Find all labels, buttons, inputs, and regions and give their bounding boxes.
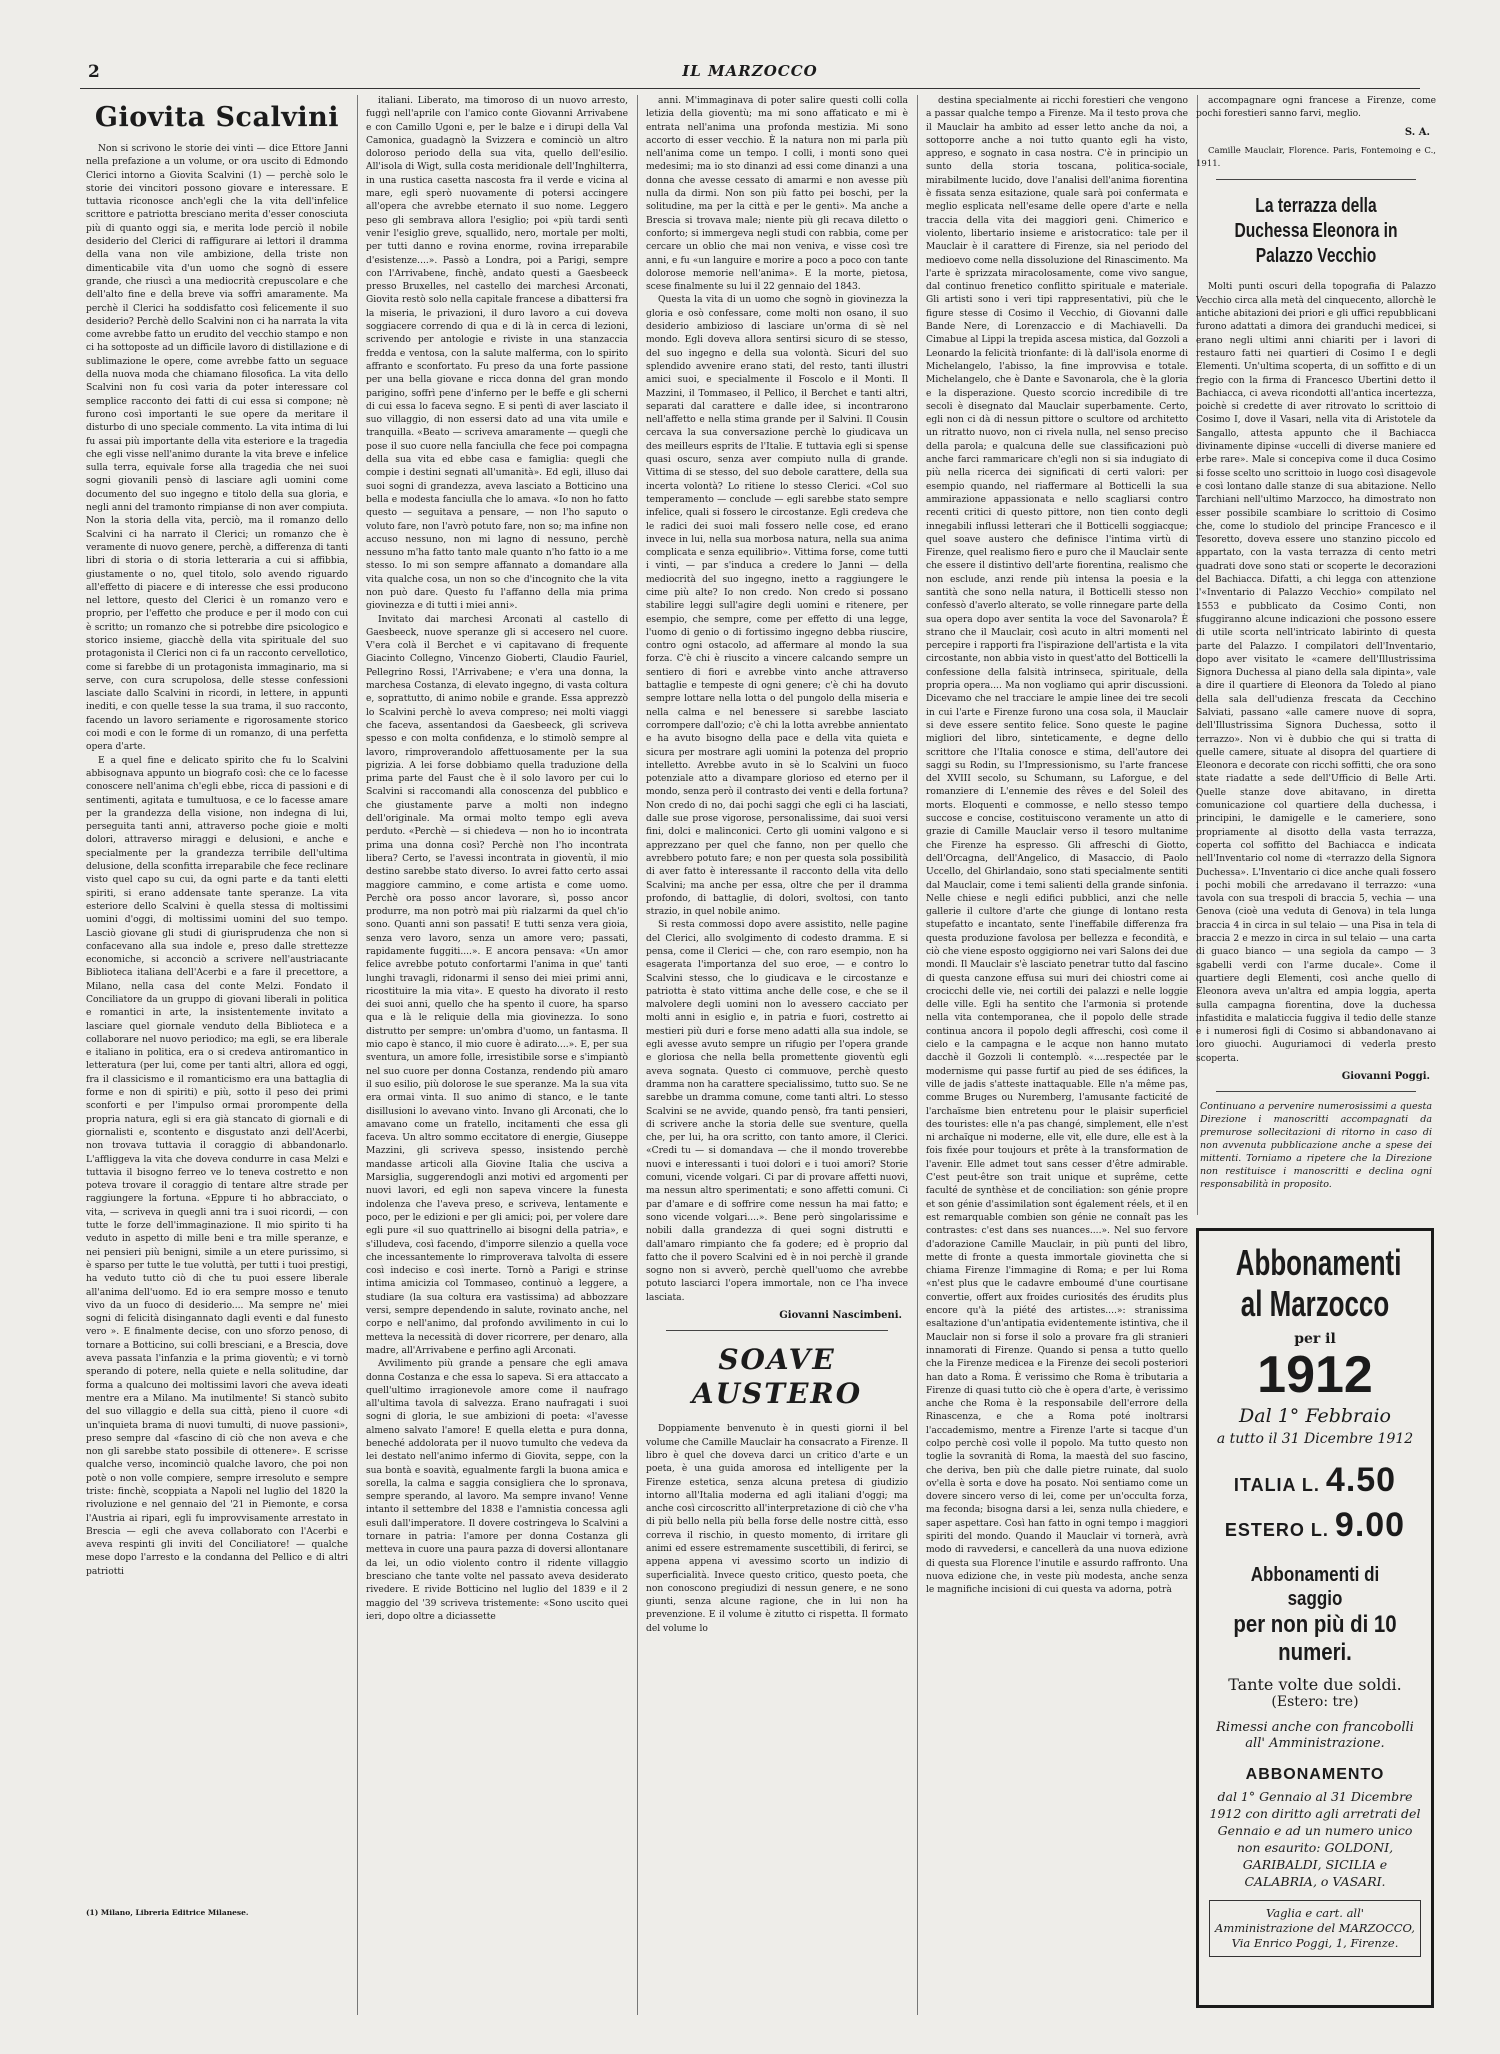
signature-nascimbeni: Giovanni Nascimbeni. bbox=[779, 1310, 902, 1322]
ad-end-date: a tutto il 31 Dicembre 1912 bbox=[1216, 1431, 1414, 1447]
section-rule bbox=[666, 1330, 888, 1331]
article-title-terrazza: La terrazza della Duchessa Eleonora in Palazzo Vecchio bbox=[1234, 195, 1398, 268]
column-5 bbox=[1196, 95, 1436, 1220]
section-rule bbox=[1216, 1091, 1416, 1092]
ad-abbonamento: ABBONAMENTO bbox=[1245, 1766, 1385, 1783]
subscription-advertisement bbox=[1196, 1228, 1434, 2008]
ad-trial-line-1: Abbonamenti di saggio bbox=[1250, 1564, 1380, 1610]
article-paragraph: accompagnare ogni francese a Firenze, come pochi forestieri sanno farvi, meglio. bbox=[1196, 96, 1436, 120]
ad-rimessi: Rimessi anche con francobolli all' Amministrazione. bbox=[1216, 1720, 1414, 1751]
article-title-soave-austero: SOAVE AUSTERO bbox=[691, 1343, 863, 1411]
article-paragraph: Si resta commossi dopo avere assistito, nelle pagine del Clerici, allo svolgimento di codesto dramma. E si pensa, come il Clerici — che, con raro esempio, non ha esagerata l'importanza del suo eroe, — e contro lo Scalvini stesso, che lo giudicava e le circostanze e patriotta è stato vittima anche delle cose, e che se il malvolere degli uomini non lo avessero cacciato per molti anni in esiglio e, in patria e fuori, costretto ai mestieri più duri e forse meno adatti alla sua indole, se egli avesse avuto sempre un rifugio per l'opera grande e gloriosa che nella bella promettente gioventù egli aveva sognata. Questo ci commuove, perchè questo dramma non ha carattere specialissimo, tutto suo. Se ne sarebbe un dramma comune, come tanti altri. Lo stesso Scalvini se ne avvide, quando pensò, fra tanti pensieri, di scrivere anche la storia delle sue sventure, quella che, per lui, ha ora scritto, con tanto amore, il Clerici. «Credi tu — si domandava — che il mondo troverebbe nuovi e interessanti i tuoi dolori e i tuoi amori? Storie comuni, vicende volgari. Ci par di provare affetti nuovi, ma nessun altro sperimentati; e sono affetti comuni. Ci par d'amare e di soffrire come nessun ha mai fatto; e sono vicende volgari....». Bene però singolarissime e nobili dalla grandezza di quei sogni distrutti e dall'amaro rimpianto che fa godere; ed è proprio dal fatto che il povero Scalvini ed è in noi perchè il grande sogno non si avverò, perchè quell'uomo che avrebbe potuto lasciarci l'opera immortale, non ce l'ha invece lasciata. bbox=[646, 920, 908, 1303]
article-paragraph: italiani. Liberato, ma timoroso di un nuovo arresto, fuggì nell'aprile con l'amico conte Giovanni Arrivabene e con Camillo Ugoni e, per le balze e i dirupi della Val Camonica, guadagnò la Svizzera e cominciò un altro doloroso periodo della sua vita, quello dell'esilio. All'isola di Wigt, sulla costa meridionale dell'Inghilterra, in una rustica casetta nascosta fra il verde e vicina al mare, egli sperò nuovamente di potersi accingere all'opera che avrebbe eternato il suo nome. Leggero peso gli sembrava allora l'esiglio; poi «più tardi sentì venir l'esiglio greve, squallido, nero, mortale per molti, per tutti danno e rovina enorme, rovina irreparabile d'esistenze....». Passò a Londra, poi a Parigi, sempre con l'Arrivabene, finchè, andato questi a Gaesbeeck presso Bruxelles, nel castello dei marchesi Arconati, Giovita restò solo nella capitale francese a dibattersi fra la miseria, le privazioni, il duro lavoro a cui doveva soggiacere correndo di qua e di là in cerca di lezioni, scrivendo per antologie e riviste in una stanzaccia fredda e ventosa, con la salute malferma, con lo spirito affranto e sconfortato. Fu preso da una forte passione per una bella giovane e ricca donna del gran mondo parigino, soffrì pene d'inferno per le beffe e gli scherni di cui essa lo faceva segno. E si pentì di aver lasciato il suo villaggio, di non essersi dato ad una vita umile e tranquilla. «Beato — scriveva amaramente — quegli che pose il suo cuore nella fanciulla che fece poi compagna della sua vita ed ebbe casa e famiglia: quegli che compie i destini segnati all'umanità». Ed egli, illuso dai suoi sogni di grandezza, aveva lasciato a Botticino una bella e modesta fanciulla che lo amava. «Io non ho fatto questo — seguitava a pensare, — non l'ho saputo o voluto fare, non l'avrò potuto fare, non so; ma infine non accuso nessuno, non mi lagno di nessuno, perchè nessuno m'ha fatto tanto male quanto n'ho fatto io a me stesso. Io mi son sempre affannato a domandare alla vita qualche cosa, un non so che d'incognito che la vita non può dare. Questo fu l'affanno della mia prima giovinezza e di tutti i miei anni». bbox=[366, 96, 628, 612]
article-paragraph: destina specialmente ai ricchi forestieri che vengono a passar qualche tempo a Firenze. Ma il testo prova che il Mauclair ha ambito ad esser letto anche da noi, a sottoporre anche a noi tutto quanto egli ha visto, appreso, e sognato in casa nostra. C'è in principio un sunto della storia toscana, politica-sociale, mirabilmente lucido, dove l'analisi dell'anima fiorentina è fissata senza esitazione, quale sarà poi confermata e meglio esplicata nell'esame delle opere d'arte e nella traccia della vita dei maggiori geni. Chimerico e violento, libertario insieme e aristocratico: tale per il Mauclair è il carattere di Firenze, sia nel periodo del medioevo come nella dissoluzione del Rinascimento. Ma l'arte è sprizzata miracolosamente, come vivo sangue, dal continuo frenetico conflitto spirituale e materiale. Gli artisti sono i veri tipi rappresentativi, più che le figure stesse di Cosimo il Vecchio, di Giovanni dalle Bande Nere, di Lorenzaccio e di Machiavelli. Da Cimabue al Lippi la trepida ascesa mistica, dal Gozzoli a Leonardo la felicità trionfante: di là dall'isola enorme di Michelangelo, l'abisso, la fine improvvisa e totale. Michelangelo, che è Dante e Savonarola, che è la gloria e la disperazione. Questo scorcio incredibile di tre secoli è disegnato dal Mauclair superbamente. Certo, egli non ci dà di nessun pittore o scultore od architetto un ritratto nuovo, non ci rivela nulla, nel senso preciso della parola; e qualcuna delle sue classificazioni può anche farci rammaricare ch'egli non si sia indugiato di più nella ricerca dei significati di certi valori: per esempio quando, nel riaffermare al Botticelli la sua ammirazione appassionata e nello scagliarsi contro recenti critici di questo pittore, non tien conto degli innegabili influssi letterari che il Botticelli soggiacque; quel soave austero che definisce l'intima virtù di Firenze, quel realismo fiero e puro che il Mauclair sente che essere il distintivo dell'arte fiorentina, realismo che non esclude, anzi rende più intensa la poesia e la santità che sono nella natura, il Botticelli stesso non confessò d'averlo alterato, se volle rinnegare parte della sua opera dopo aver sentita la voce del Savonarola? È strano che il Mauclair, così acuto in altri momenti nel percepire i rapporti fra l'ispirazione dell'artista e la vita circostante, non abbia visto in quest'atto del Botticelli la confessione della falsità intrinseca, spirituale, della propria opera.... Ma non vogliamo qui aprir discussioni. Dicevamo che nel tracciare le ampie linee dei tre secoli in cui l'arte e Firenze furono una cosa sola, il Mauclair si deve essere sentito felice. Sono queste le pagine migliori del libro, sinteticamente, e degne dello scrittore che l'Italia conosce e stima, dell'autore dei saggi su Rodin, su l'Impressionismo, su l'arte francese del XVIII secolo, su Schumann, su Laforgue, e del romanziere di L'ennemie des rêves e del Soleil des morts. Eloquenti e commosse, e nello stesso tempo succose e concise, costituiscono veramente un atto di grazie di Camille Mauclair verso il tesoro multanime che Firenze ha espresso. Gli affreschi di Giotto, dell'Orcagna, dell'Angelico, di Masaccio, di Paolo Uccello, del Ghirlandaio, sono stati specialmente sentiti dal Mauclair, come i temi salienti della grande sinfonia. Nelle chiese e negli edifici pubblici, anzi che nelle gallerie il cultore d'arte che giunge di lontano resta stupefatto e incantato, sente l'ineffabile differenza fra questa produzione favolosa per bellezza e fecondità, e ciò che viene esposto oggigiorno nei vari Salons dei due mondi. Il Mauclair s'è lasciato penetrar tutto dal fascino di questa canzone effusa sui muri dei chiostri come ai crocicchi delle vie, nei cortili dei palazzi e nelle loggie delle ville. Egli ha sentito che l'armonia si protende nella vita contemporanea, che il popolo delle strade continua ancora il popolo degli affreschi, così come il cielo e la campagna e le acque non hanno mutato dacchè il Gozzoli li contemplò. «....respectée par le modernisme qui passe furtif au pied de ses édifices, la ville de jadis s'atteste inattaquable. Elle n'a même pas, comme Bruges ou Nuremberg, l'amusante facticité de l'archaïsme bien entretenu pour le plaisir superficiel des touristes: elle n'a pas changé, simplement, elle n'est ni archaïque ni moderne, elle vit, elle dure, elle est à la fois fixée pour toujours et prête à la transformation de l'avenir. Elle admet tout sans cesser d'être admirable. C'est peut-être son trait unique et suprême, cette faculté de synthèse et de conciliation: son génie propre et son génie d'assimilation sont également réels, et il en est remarquable combien son génie ne connaît pas les contrastes: c'est dans ses nuances....». Nel suo fervore d'adorazione Camille Mauclair, in più punti del libro, mette di fronte a questa immortale giovinetta che si chiama Firenze l'immagine di Roma; e per lui Roma «n'est plus que le cadavre emboumé d'une courtisane convertie, offert aux froides curiosités des érudits plus encore qu'à la piété des artistes....»: stranissima esaltazione d'un'antipatia evidentemente istintiva, che il Mauclair non si forse il solo a provare fra gli stranieri innamorati di Firenze. Quando si pensa a tutto quello che la Firenze medicea e la Firenze dei secoli posteriori han dato a Roma. È verissimo che Roma è tributaria a Firenze di quasi tutto ciò che è opera d'arte, è verissimo anche che Roma è la responsabile dell'errore della Rinascenza, e che a Roma poté inoltrarsi l'accademismo, mentre a Firenze l'arte si tacque d'un colpo perchè così volle il popolo. Ma tutto questo non toglie la sovranità di Roma, la maestà del suo fascino, che deriva, ben più che dalle pietre ruinate, dal suolo ov'ella è sorta e dove ha posato. Noi sentiamo come un dovere sincero verso di lei, come per un'occulta forza, ma feconda; bisogna darsi a lei, senza nulla chiedere, e saper aspettare. Così han fatto in ogni tempo i maggiori spiriti del mondo. Quando il Mauclair vi tornerà, avrà modo di ravvedersi, e cancellerà da una nuova edizione di questa sua Florence l'inutile e assurdo raffronto. Una nuova edizione che, in veste più modesta, anche senza le magnifiche incisioni di cui questa va adorna, potrà bbox=[926, 96, 1188, 1596]
ad-price-estero-value: 9.00 bbox=[1334, 1506, 1406, 1544]
ad-headline-2: al Marzocco bbox=[1240, 1283, 1390, 1324]
header-rule bbox=[80, 88, 1420, 89]
ad-abbonamento-details: dal 1° Gennaio al 31 Dicembre 1912 con diritto agli arretrati del Gennaio e ad un numero unico non esaurito: GOLDONI, GARIBALDI, SICILIA e CALABRIA, o VASARI. bbox=[1209, 1789, 1421, 1889]
article-paragraph: Questa la vita di un uomo che sognò in giovinezza la gloria e osò confessare, come molti non osano, il suo desiderio ambizioso di lasciare un'orma di sè nel mondo. Egli doveva allora sentirsi sicuro di se stesso, del suo ingegno e della sua volontà. Sicuri del suo splendido avvenire erano stati, del resto, tanti illustri amici suoi, e specialmente il Foscolo e il Monti. Il Mazzini, il Tommaseo, il Pellico, il Berchet e tanti altri, separati dal carattere e dalle idee, si incontrarono nell'affetto e nella stima grande per il Salvini. Il Cousin cercava la sua conversazione perchè lo giudicava un des meilleurs esprits de l'Italie. E tuttavia egli si spense quasi oscuro, senza aver compiuto nulla di grande. Vittima di se stesso, del suo debole carattere, della sua incerta volontà? Lo ritiene lo stesso Clerici. «Col suo temperamento — conclude — egli sarebbe stato sempre infelice, quali si fossero le circostanze. Egli credeva che le radici dei suoi mali fossero nelle cose, ed erano invece in lui, nella sua morbosa natura, nella sua anima complicata e senza equilibrio». Vittima forse, come tutti i vinti, — par s'induca a credere lo Janni — della mediocrità del suo ingegno, inetto a raggiungere le cime più alte? Io non credo. Non credo si possano stabilire leggi sull'agire degli uomini e ritenere, per esempio, che sempre, come per effetto di una legge, l'uomo di genio o di fortissimo ingegno debba riuscire, contro ogni ostacolo, ad affermare al mondo la sua forza. C'è chi è riuscito a vincere calcando sempre un sentiero di fiori e avrebbe vinto anche attraverso battaglie e tempeste di ogni genere; c'è chi ha dovuto sempre lottare nella lotta o del pungolo della miseria e nella calma e nel benessere si sarebbe lasciato corrompere dall'ozio; c'è chi la lotta avrebbe annientato e ha avuto bisogno della pace e della vita quieta e sicura per mostrare agli uomini la potenza del proprio intelletto. Avrebbe avuto in sè lo Scalvini un fuoco potenziale atto a divampare glorioso ed eterno per il mondo, senza però il contrasto dei venti e della fortuna? Non credo di no, dai pochi saggi che egli ci ha lasciati, dalle sue prose vigorose, personalissime, dai suoi versi fini, dolci e malinconici. Certo gli uomini valgono e si apprezzano per quel che fanno, non per quello che avrebbero potuto fare; e non per questa sola possibilità di aver fatto è interessante il racconto della vita dello Scalvini; ma anche per essa, oltre che per il dramma profondo, di battaglie, di dolori, svoltosi, con tanto strazio, in quel nobile animo. bbox=[646, 295, 908, 918]
signature-poggi: Giovanni Poggi. bbox=[1341, 1071, 1430, 1082]
ad-headline-1: Abbonamenti bbox=[1235, 1242, 1402, 1283]
column-divider bbox=[917, 95, 918, 2015]
ad-per: per il bbox=[1294, 1331, 1336, 1347]
section-rule bbox=[1216, 179, 1416, 180]
column-4 bbox=[926, 95, 1188, 2010]
article-paragraph: E a quel fine e delicato spirito che fu lo Scalvini abbisognava appunto un biografo così: che ce lo facesse conoscere nell'anima ch'egli ebbe, ricca di passioni e di sentimenti, agitata e tumultuosa, e ce lo facesse amare per la grandezza della visione, non indegna di lui, perseguita tanti anni, attraverso poche gioie e molti dolori, attraverso miraggi e delusioni, e anche e specialmente per la grandezza terribile dell'ultima delusione, della sconfitta irreparabile che fece reclinare visto quel capo su cui, da ogni parte e da tanti eletti spiriti, si erano addensate tante speranze. La vita esteriore dello Scalvini è quella stessa di moltissimi uomini d'oggi, di moltissimi uomini del suo tempo. Lasciò giovane gli studi di giurisprudenza che non si confacevano alla sua indole e, preso dalle strettezze economiche, si acconciò a scrivere nell'austriacante Biblioteca italiana dell'Acerbi e a fare il precettore, a Milano, nella casa del conte Melzi. Fondato il Conciliatore da un gruppo di giovani liberali in politica e romantici in arte, la insistentemente invitato a lasciare quel giornale venduto della Biblioteca e a collaborare nel nuovo periodico; ma egli, se era liberale e italiano in politica, era o si credeva antiromantico in letteratura (per lui, come per tanti altri, allora ed oggi, fra il classicismo e il romanticismo era una battaglia di forme e non di spiriti) e più, sotto il peso dei primi sconforti e per l'impulso ormai prorompente della propria natura, egli si era già stancato di giornali e di giornalisti e, scontento e disgustato anzi dell'Acerbi, non trovava tuttavia il coraggio di abbandonarlo. L'affliggeva la vita che doveva condurre in casa Melzi e tuttavia il bisogno ferreo ve lo teneva costretto e non poteva trovare il coraggio di tentare altre strade per raggiungere la fortuna. «Eppure ti ho abbracciato, o vita, — scriveva in quegli anni tra i suoi ricordi, — con tutte le forze dell'immaginazione. Il mio spirito ti ha veduto in aspetto di mille beni e tra mille speranze, e nei pensieri più benigni, simile a un etere purissimo, si è sparso per tutte le tue voluttà, per tutti i tuoi prestigi, ha veduto tutto ciò di che tu puoi essere liberale all'anima dell'uomo. Ed io era sempre mosso e tenuto vivo da un fuoco di desiderio.... Ma sempre ne' miei sogni di felicità disingannato dagli eventi e dal funesto vero ». E finalmente decise, con uno sforzo penoso, di tornare a Botticino, sui colli bresciani, e a Brescia, dove aveva passata l'infanzia e la prima gioventù; e vi tornò sperando di potere, nella quiete e nella solitudine, dar forma a qualcuno dei moltissimi lavori che aveva ideati mentre era a Milano. Ma inutilmente! Si stancò subito del suo villaggio e della sua città, pieno il cuore «di un'inquieta brama di nuovi tumulti, di nuove passioni», preso sempre dal «fascino di ciò che non aveva e che non gli sarebbe stato possibile di ottenere». E scrisse qualche verso, incominciò qualche lavoro, che poi non potè o non volle compiere, sempre irresoluto e sempre triste: finchè, scoppiata a Napoli nel luglio del 1820 la rivoluzione e nel gennaio del '21 in Piemonte, e corsa l'Austria ai ripari, egli fu improvvisamente arrestato in Brescia — egli che aveva collaborato con l'Acerbi e aveva respinti gli inviti del Conciliatore! — qualche mese dopo l'arresto e la condanna del Pellico e di altri patriotti bbox=[86, 755, 348, 1577]
article-title-scalvini: Giovita Scalvini bbox=[94, 102, 340, 133]
column-divider bbox=[357, 95, 358, 2015]
ad-price-estero bbox=[1205, 1506, 1425, 1545]
page-number: 2 bbox=[88, 62, 100, 82]
ad-tante: Tante volte due soldi. bbox=[1228, 1675, 1402, 1694]
column-2 bbox=[366, 95, 628, 2010]
ad-address-box: Vaglia e cart. all' Amministrazione del MARZOCCO, Via Enrico Poggi, 1, Firenze. bbox=[1209, 1900, 1421, 1957]
ad-price-italia-value: 4.50 bbox=[1325, 1461, 1397, 1499]
newspaper-title: IL MARZOCCO bbox=[682, 62, 818, 80]
column-divider bbox=[637, 95, 638, 2015]
ad-start-date: Dal 1° Febbraio bbox=[1239, 1405, 1391, 1427]
article-paragraph: Avvilimento più grande a pensare che egli amava donna Costanza e che essa lo sapeva. Si era attaccato a quell'ultimo irragionevole amore come il naufrago all'ultima tavola di salvezza. Erano naufragati i suoi sogni di gloria, le sue ambizioni di poeta: «l'avesse almeno salvato l'amore! E quella eletta e pura donna, beneché addolorata per il nuovo tumulto che vedeva da lei destato nell'animo infermo di Giovita, seppe, con la sua bontà e soavità, egualmente fargli la buona amica e sorella, la calma e saggia consigliera che lo spronava, sempre sperando, al lavoro. Ma sempre invano! Venne intanto il settembre del 1838 e l'amnistia concessa agli esuli dall'imperatore. Il dovere costringeva lo Scalvini a tornare in patria: l'amore per donna Costanza gli metteva in cuore una paura pazza di doversi allontanare da lei, un odio violento contro il ridente villaggio bresciano che tante volte nel passato aveva desiderato rivedere. E rivide Botticino nel luglio del 1839 e il 2 maggio del '39 scriveva tristemente: «Sono uscito quei ieri, dopo oltre a diciassette bbox=[366, 1359, 628, 1622]
article-paragraph: Molti punti oscuri della topografia di Palazzo Vecchio circa alla metà del cinquecento, allorchè le antiche abitazioni dei priori e gli uffici repubblicani furono adattati a dimora dei granduchi medicei, si erano negli ultimi anni chiariti per i lavori di restauro fatti nei quartieri di Cosimo I e degli Elementi. Un'ultima scoperta, di un soffitto e di un fregio con la firma di Francesco Ubertini detto il Bachiacca, ci aveva ricondotti all'antica incertezza, poichè si credette di aver ritrovato lo scrittoio di Cosimo I, dove il Vasari, nella vita di Aristotele da Sangallo, attesta appunto che il Bachiacca divinamente dipinse «uccelli di diverse maniere ed erbe rare». Male si concepiva come il duca Cosimo si fosse scelto uno scrittoio in luogo così disagevole e così lontano dalle stanze di sua abitazione. Nello Tarchiani nell'ultimo Marzocco, ha dimostrato non esser possibile scambiare lo scrittoio di Cosimo che, come lo studiolo del principe Francesco e il Tesoretto, doveva essere uno stanzino piccolo ed appartato, con la vasta terrazza di cento metri quadrati dove sono stati or scoperte le decorazioni del Bachiacca. Difatti, a chi legga con attenzione l'«Inventario di Palazzo Vecchio» compilato nel 1553 e pubblicato da Cosimo Conti, non sfuggiranno alcune indicazioni che possono essere di utile scorta nell'intricato labirinto di questa parte del Palazzo. I compilatori dell'Inventario, dopo aver visitato le «camere dell'Illustrissima Signora Duchessa al piano della sala dipinta», vale a dire il quartiere di Eleonora da Toledo al piano della sala dell'udienza frescata da Cecchino Salviati, passano «alle camere nuove di sopra, dell'Illustrissima Signora Duchessa, sotto il terrazzo». Non vi è dubbio che qui si tratta di quelle camere, situate al disopra del quartiere di Eleonora e decorate con ricchi soffitti, che ora sono state riadatte a sede dell'Ufficio di Belle Arti. Quelle stanze dove abitavano, in diretta comunicazione col quartiere della duchessa, i principini, le damigelle e le cameriere, sono propriamente al disotto della vasta terrazza, coperta col soffitto del Bachiacca e indicata nell'Inventario col nome di «terrazzo della Signora Duchessa». L'Inventario ci dice anche quali fossero i pochi mobili che arredavano il terrazzo: «una tavola con sua trespoli di braccia 5, vechia — una Genova (cioè una veduta di Genova) in tela lunga braccia 4 in circa in sul telaio — una Pisa in tela di braccia 2 e mezzo in circa in sul telaio — una carta di guaco bianco — una segiola da campo — 3 sgabelli verdi con l'arme ducale». Come il quartiere degli Elementi, così anche quello di Eleonora aveva un'altra ed ampia loggia, aperta sulla campagna fiorentina, dove la duchessa infastidita e malaticcia fuggiva il tedio delle stanze e i numerosi figli di Cosimo si abbandonavano ai loro giuochi. Auguriamoci di vederla presto scoperta. bbox=[1196, 282, 1436, 1064]
ad-price-estero-label: ESTERO L. bbox=[1224, 1520, 1329, 1540]
column-3 bbox=[646, 95, 908, 2010]
column-1 bbox=[86, 95, 348, 1905]
article-paragraph: anni. M'immaginava di poter salire questi colli colla letizia della gioventù; ma mi sono affaticato e mi è entrata nell'anima una profonda mestizia. Mi sono accorto di esser vecchio. È la natura non mi parla più nell'anima come un tempo. I colli, i monti sono quei medesimi; ma io sto dinanzi ad essi come dinanzi a una donna che avesse cessato di amarmi e non avesse più nulla da dirmi. Non son più fatto pei boschi, per la solitudine, ma per la città e per le genti». Ma anche a Brescia si trovava male; niente più gli recava diletto o conforto; si immergeva negli studi con rabbia, come per cercare un oblio che mai non veniva, e visse così tre anni, e fu «un languire e morire a poco a poco con tante dolorose memorie nell'anima». E la morte, pietosa, scese finalmente su lui il 22 gennaio del 1843. bbox=[646, 96, 908, 293]
ad-year: 1912 bbox=[1257, 1346, 1373, 1404]
article-paragraph: Invitato dai marchesi Arconati al castello di Gaesbeeck, nuove speranze gli si accesero nel cuore. V'era colà il Berchet e vi capitavano di frequente Giacinto Collegno, Vincenzo Gioberti, Claudio Fauriel, Pellegrino Rossi, l'Arrivabene; e v'era una donna, la marchesa Costanza, di elevato ingegno, di vasta coltura e, soprattutto, di animo nobile e grande. Essa apprezzò lo Scalvini perchè lo aveva compreso; nei molti viaggi che faceva, assentandosi da Gaesbeeck, gli scriveva spesso e con molta confidenza, e lo stimolò sempre al lavoro, rimproverandolo affettuosamente per la sua pigrizia. A lei forse dobbiamo quella traduzione della prima parte del Faust che è il solo lavoro per cui lo Scalvini si raccomandi alla conoscenza del pubblico e che giustamente parve a molti non indegno dell'originale. Ma ormai molto tempo egli aveva perduto. «Perchè — si chiedeva — non ho io incontrata prima una donna così? Perchè non l'ho incontrata libera? Certo, se l'avessi incontrata in gioventù, il mio destino sarebbe stato diverso. Io avrei fatto certo assai maggiore cammino, e come artista e come uomo. Perchè ora posso ancor lavorare, sì, posso ancor produrre, ma non potrò mai più rialzarmi da quel ch'io sono. Quanti anni son passati! E tutti senza vera gioia, senza vero lavoro, senza un amore vero; passati, rapidamente fuggiti....». E ancora pensava: «Un amor felice avrebbe potuto confortarmi l'anima in que' tanti lunghi travagli, ridonarmi il senso dei miei primi anni, ricostituire la mia vita». E questo ha divorato il resto dei suoi anni, quello che ha spento il cuore, ha sparso qua e là le reliquie della mia giovinezza. Io sono distrutto per sempre: un'ombra d'uomo, un fantasma. Il mio capo è stanco, il mio cuore è adirato....». E, per sua sventura, un amore folle, irresistibile sorse e s'impiantò nel suo cuore per donna Costanza, rendendo più amaro il suo esilio, più dolorose le sue speranze. Ma la sua vita era ormai vinta. Il suo animo di stanco, e le tante disillusioni lo avevano vinto. Invano gli Arconati, che lo amavano come un fratello, incitamenti che essa gli faceva. Un altro sommo eccitatore di energie, Giuseppe Mazzini, gli scriveva spesso, insistendo perchè mandasse articoli alla Giovine Italia che usciva a Marsiglia, suggerendogli anzi motivi ed argomenti per nuovi lavori, ed egli non sapeva vincere la funesta indolenza che l'aveva preso, e scriveva, lentamente e poco, per le edizioni e per gli amici; poi, per volere dare egli pure «il suo quattrinello ai bisogni della patria», e s'illudeva, così facendo, d'imporre silenzio a quella voce che incessantemente lo rimproverava talvolta di essere così indeciso e così inerte. Tornò a Parigi e strinse intima amicizia col Tommaseo, continuò a leggere, a studiare (la sua coltura era vastissima) ad abbozzare versi, sempre dependendo in salute, rovinato anche, nel corpo e nell'animo, dal profondo avvilimento in cui lo metteva la necessità di dover ricorrere, per denaro, alla madre, all'Arrivabene e perfino agli Arconati. bbox=[366, 614, 628, 1356]
article-paragraph: Non si scrivono le storie dei vinti — dice Ettore Janni nella prefazione a un volume, or ora uscito di Edmondo Clerici intorno a Giovita Scalvini (1) — perchè solo le storie dei vincitori possono giovare e interessare. E tuttavia riconosce anch'egli che la vita dell'infelice scrittore e patriotta bresciano merita d'esser conosciuta più di quanto oggi sia, e merita lode perciò il nobile desiderio del Clerici di raffigurare ai lettori il dramma della vana non vile ambizione, della triste non dimenticabile vita d'un uomo che sognò di essere grande, che riuscì a una mediocrità crepuscolare e che dell'alto fine e della breve via soffrì amaramente. Ma perchè il Clerici ha soddisfatto così felicemente il suo desiderio? Perchè dello Scalvini non ci ha narrata la vita come avrebbe fatto un erudito del vecchio stampo e non ci ha sottoposte ad un difficile lavoro di distillazione e di sublimazione le opere, come avrebbe fatto un seguace della nuova moda che chiamano filosofica. La vita dello Scalvini non fu così varia da poter interessare col semplice racconto dei fatti di cui essa si compone; nè furono così importanti le sue opere da meritare il disturbo di uno speciale commento. La vita intima di lui fu assai più importante della vita esteriore e la tragedia che egli visse nell'animo durante la vita breve e infelice sulla terra, equivale forse alla tragedia che nei suoi sogni giovanili pensò di lasciare agli uomini come documento del suo ingegno e titolo della sua gloria, e negli anni del tramonto rimpianse di non aver compiuta. Non la storia della vita, perciò, ma il romanzo dello Scalvini ci ha narrato il Clerici; un romanzo che è veramente di nuovo genere, perchè, a differenza di tanti libri di storia o di storia letteraria a cui si affibbia, giustamente o no, quel titolo, solo avendo riguardo all'effetto di piacere e di interesse che essi producono nel lettore, questo del Clerici è un romanzo vero e proprio, per l'effetto che produce e per il modo con cui è scritto; un romanzo che si potrebbe dire psicologico e storico insieme, giacchè della vita spirituale del suo protagonista il Clerici non ci fa un racconto cervellotico, come si farebbe di un protagonista immaginario, ma si serve, con cura scrupolosa, delle stesse confessioni lasciate dallo Scalvini in ricordi, in lettere, in appunti inediti, e con quelle tesse la sua trama, il suo racconto, facendo un lavoro seriamente e rigorosamente storico coi modi e con le forme di un romanzo, di una perfetta opera d'arte. bbox=[86, 144, 348, 753]
ad-price-italia-label: ITALIA L. bbox=[1233, 1475, 1320, 1495]
ad-price-italia bbox=[1205, 1461, 1425, 1500]
ad-trial-line-2: per non più di 10 numeri. bbox=[1233, 1611, 1397, 1666]
editorial-notice: Continuano a pervenire numerosissimi a questa Direzione i manoscritti accompagnati da premurose sollecitazioni di ritorno in caso di non avvenuta pubblicazione anche a spese dei mittenti. Torniamo a ripetere che la Direzione non restituisce i manoscritti e declina ogni responsabilità in proposito. bbox=[1200, 1101, 1432, 1191]
article-paragraph: Doppiamente benvenuto è in questi giorni il bel volume che Camille Mauclair ha consacrato a Firenze. Il libro è quel che doveva darci un critico d'arte e un poeta, è una guida amorosa ed intelligente per la Firenze estetica, senza alcuna pretesa di giudizio intorno all'Italia moderna ed agli italiani d'oggi; ma anche così circoscritto all'interpretazione di ciò che v'ha di più bello nella più bella forse delle nostre città, esso correva il rischio, in questo momento, di irritare gli animi ed essere estremamente suscettibili, di ferirci, se appena appena vi avessimo scorto un indizio di superficialità. Invece questo critico, questo poeta, che non conoscono pregiudizi di nessun genere, e ne sono giunti, senza alcune ragione, che in lui non ha prevenzione. E il volume è zitutto ci rispetta. Il formato del volume lo bbox=[646, 1424, 908, 1634]
footnote: (1) Milano, Libreria Editrice Milanese. bbox=[86, 1908, 249, 1917]
bibliography: Camille Mauclair, Florence. Paris, Fontemoing e C., 1911. bbox=[1196, 145, 1436, 170]
signature-sa: S. A. bbox=[1404, 126, 1430, 138]
ad-estero-note: (Estero: tre) bbox=[1271, 1694, 1359, 1710]
